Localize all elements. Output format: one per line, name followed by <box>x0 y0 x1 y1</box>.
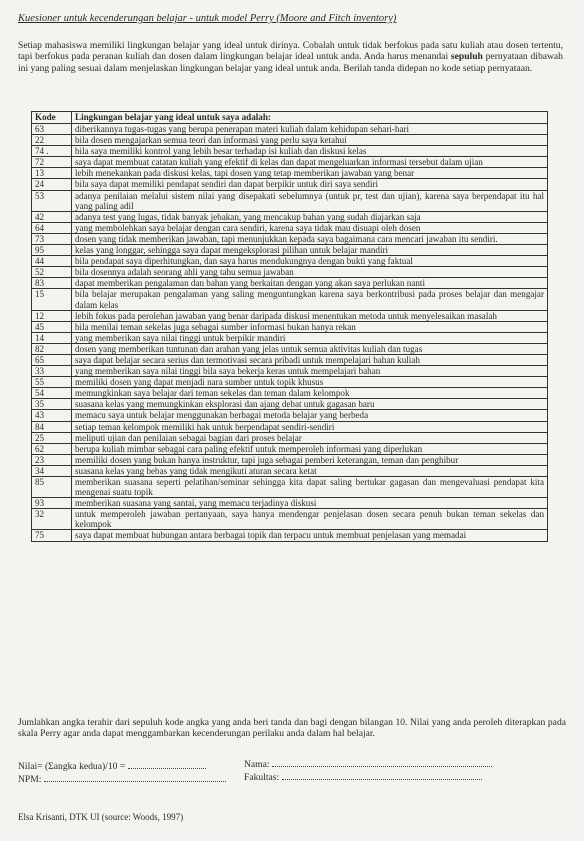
row-statement: dapat memberikan pengalaman dan bahan yang berkaitan dengan yang akan saya perlukan nanti <box>72 278 548 289</box>
row-code[interactable]: 65 <box>32 354 72 365</box>
row-code[interactable]: 93 <box>32 498 72 509</box>
nama-label: Nama: <box>244 759 270 770</box>
table-row <box>32 289 548 310</box>
nilai-label: Nilai= (Σangka kedua)/10 = <box>18 761 126 772</box>
intro-paragraph <box>18 40 563 74</box>
row-statement: kelas yang longgar, sehingga saya dapat mengeksplorasi pilihan untuk belajar mandiri <box>72 245 548 256</box>
table-row <box>32 124 548 135</box>
row-code[interactable]: 14 <box>32 332 72 343</box>
row-statement: setiap teman kelompok memiliki hak untuk berpendapat sendiri-sendiri <box>72 421 548 432</box>
table-row <box>32 399 548 410</box>
table-row <box>32 432 548 443</box>
row-code[interactable]: 75 <box>32 530 72 541</box>
row-statement: memberikan suasana yang santai, yang memacu terjadinya diskusi <box>72 498 548 509</box>
row-statement: bila saya dapat memiliki pendapat sendiri dan dapat berpikir untuk diri saya sendiri <box>72 179 548 190</box>
row-statement: suasana kelas yang memungkinkan eksplorasi dan ajang debat untuk gagasan baru <box>72 399 548 410</box>
table-body <box>32 124 548 542</box>
row-code[interactable]: 82 <box>32 343 72 354</box>
row-code[interactable]: 23 <box>32 454 72 465</box>
row-statement: memiliki dosen yang bukan hanya instruktur, tapi juga sebagai pemberi keterangan, teman dan penghibur <box>72 454 548 465</box>
row-code[interactable]: 32 <box>32 509 72 530</box>
instruction-paragraph: Jumlahkan angka terahir dari sepuluh kode angka yang anda beri tanda dan bagi dengan bilangan 10. Nilai yang anda peroleh diterapkan pada skala Perry agar anda dapat menggambarkan kecenderungan perilaku anda dalam hal belajar. <box>18 717 566 740</box>
table-row <box>32 354 548 365</box>
table-row <box>32 477 548 498</box>
row-statement: memberikan suasana seperti pelatihan/seminar sehingga kita dapat saling bertukar gagasan dan mengevaluasi pendapat kita mengenai suatu topik <box>72 477 548 498</box>
row-statement: yang memberikan saya nilai tinggi untuk berpikir mandiri <box>72 332 548 343</box>
row-code[interactable]: 74 . <box>32 146 72 157</box>
npm-label: NPM: <box>18 774 42 785</box>
table-row <box>32 321 548 332</box>
row-code[interactable]: 52 <box>32 267 72 278</box>
table-row <box>32 377 548 388</box>
table-row <box>32 509 548 530</box>
table-row <box>32 245 548 256</box>
row-code[interactable]: 64 <box>32 222 72 233</box>
table-row <box>32 135 548 146</box>
row-statement: yang membolehkan saya belajar dengan cara sendiri, karena saya tidak mau disuapi oleh dosen <box>72 222 548 233</box>
table-row <box>32 190 548 211</box>
row-code[interactable]: 24 <box>32 179 72 190</box>
row-code[interactable]: 95 <box>32 245 72 256</box>
table-row <box>32 343 548 354</box>
row-code[interactable]: 63 <box>32 124 72 135</box>
row-statement: bila dosennya adalah seorang ahli yang tahu semua jawaban <box>72 267 548 278</box>
header-code: Kode <box>32 112 72 124</box>
row-code[interactable]: 25 <box>32 432 72 443</box>
table-row <box>32 366 548 377</box>
row-statement: bila saya memiliki kontrol yang lebih besar terhadap isi kuliah dan diskusi kelas <box>72 146 548 157</box>
row-statement: bila menilai teman sekelas juga sebagai sumber informasi bukan hanya rekan <box>72 321 548 332</box>
row-statement: yang memberikan saya nilai tinggi bila saya bekerja keras untuk mempelajari bahan <box>72 366 548 377</box>
row-statement: berupa kuliah mimbar sebagai cara paling efektif untuk memperoleh informasi yang diperlukan <box>72 443 548 454</box>
row-statement: dosen yang tidak memberikan jawaban, tapi menunjukkan kepada saya bagaimana cara mencari jawaban itu sendiri. <box>72 233 548 244</box>
intro-text-part1: Setiap mahasiswa memiliki lingkungan belajar yang ideal untuk dirinya. Cobalah untuk tidak berfokus pada satu kuliah atau dosen tertentu, tapi berfokus pada peranan kuliah dan dosen dalam lingkungan belajar ideal untuk anda. Anda harus menandai <box>18 40 563 63</box>
table-row <box>32 278 548 289</box>
table-row <box>32 168 548 179</box>
source-credit: Elsa Krisanti, DTK UI (source: Woods, 1997) <box>18 812 184 822</box>
row-statement: bila pendapat saya diperhitungkan, dan saya harus mendukungnya dengan bukti yang faktual <box>72 256 548 267</box>
table-row <box>32 310 548 321</box>
row-code[interactable]: 12 <box>32 310 72 321</box>
row-code[interactable]: 72 <box>32 157 72 168</box>
header-statement: Lingkungan belajar yang ideal untuk saya adalah: <box>72 112 548 124</box>
row-statement: bila belajar merupakan pengalaman yang saling menguntungkan karena saya berkontribusi pada proses belajar dan mengajar dalam kelas <box>72 289 548 310</box>
table-row <box>32 498 548 509</box>
row-statement: meliputi ujian dan penilaian sebagai bagian dari proses belajar <box>72 432 548 443</box>
row-code[interactable]: 85 <box>32 477 72 498</box>
row-code[interactable]: 54 <box>32 388 72 399</box>
row-code[interactable]: 42 <box>32 211 72 222</box>
row-statement: lebih menekankan pada diskusi kelas, tapi dosen yang tetap memberikan jawaban yang benar <box>72 168 548 179</box>
fakultas-row <box>244 770 482 783</box>
row-statement: memiliki dosen yang dapat menjadi nara sumber untuk topik khusus <box>72 377 548 388</box>
table-row <box>32 157 548 168</box>
row-statement: memungkinkan saya belajar dari teman sekelas dan teman dalam kelompok <box>72 388 548 399</box>
intro-text-emphasis: sepuluh <box>450 51 483 63</box>
row-code[interactable]: 34 <box>32 465 72 476</box>
fakultas-label: Fakultas: <box>244 772 280 783</box>
table-header-row <box>32 112 548 124</box>
row-statement: untuk memperoleh jawaban pertanyaan, saya hanya mendengar penjelasan dosen secara penuh bukan teman sekelas dan kelompok <box>72 509 548 530</box>
nama-row <box>244 757 492 770</box>
row-code[interactable]: 43 <box>32 410 72 421</box>
row-statement: suasana kelas yang bebas yang tidak mengikuti aturan secara ketat <box>72 465 548 476</box>
table-row <box>32 530 548 541</box>
row-code[interactable]: 44 <box>32 256 72 267</box>
row-statement: adanya test yang lugas, tidak banyak jebakan, yang mencakup bahan yang sudah diajarkan saja <box>72 211 548 222</box>
table-row <box>32 211 548 222</box>
row-statement: bila dosen mengajarkan semua teori dan informasi yang perlu saya ketahui <box>72 135 548 146</box>
row-code[interactable]: 62 <box>32 443 72 454</box>
row-statement: lebih fokus pada perolehan jawaban yang benar daripada diskusi menentukan metoda untuk menyelesaikan masalah <box>72 310 548 321</box>
table-row <box>32 146 548 157</box>
nama-field[interactable] <box>272 757 492 767</box>
row-statement: diberikannya tugas-tugas yang berupa penerapan materi kuliah dalam kehidupan sehari-hari <box>72 124 548 135</box>
statement-table <box>31 111 548 542</box>
table-row <box>32 267 548 278</box>
row-code[interactable]: 73 <box>32 233 72 244</box>
row-code[interactable]: 13 <box>32 168 72 179</box>
table-row <box>32 388 548 399</box>
table-row <box>32 256 548 267</box>
row-code[interactable]: 45 <box>32 321 72 332</box>
row-code[interactable]: 83 <box>32 278 72 289</box>
row-statement: saya dapat belajar secara serius dan termotivasi secara pribadi untuk mempelajari bahan kuliah <box>72 354 548 365</box>
table-row <box>32 332 548 343</box>
table-row <box>32 179 548 190</box>
row-code[interactable]: 84 <box>32 421 72 432</box>
fakultas-field[interactable] <box>282 770 482 780</box>
row-statement: dosen yang memberikan tuntunan dan arahan yang jelas untuk semua aktivitas kuliah dan tugas <box>72 343 548 354</box>
table-row <box>32 222 548 233</box>
row-code[interactable]: 22 <box>32 135 72 146</box>
intro-text-part2: pernyataan dibawah ini yang paling sesuai dalam menjelaskan lingkungan belajar yang ideal untuk anda. Berilah tanda didepan no kode setiap pernyataan. <box>18 51 563 74</box>
row-statement: saya dapat membuat catatan kuliah yang efektif di kelas dan dapat mengeluarkan informasi tersebut dalam ujian <box>72 157 548 168</box>
row-code[interactable]: 55 <box>32 377 72 388</box>
row-code[interactable]: 15 <box>32 289 72 310</box>
table-row <box>32 454 548 465</box>
nilai-row <box>18 759 206 772</box>
npm-row <box>18 772 226 785</box>
row-statement: saya dapat membuat hubungan antara berbagai topik dan terpacu untuk membuat penjelasan yang memadai <box>72 530 548 541</box>
table-row <box>32 443 548 454</box>
document-title: Kuesioner untuk kecenderungan belajar - untuk model Perry (Moore and Fitch inventory) <box>18 13 397 24</box>
row-code[interactable]: 53 <box>32 190 72 211</box>
table-row <box>32 233 548 244</box>
nilai-field[interactable] <box>128 759 206 769</box>
row-code[interactable]: 33 <box>32 366 72 377</box>
row-code[interactable]: 35 <box>32 399 72 410</box>
row-statement: memacu saya untuk belajar menggunakan berbagai metoda belajar yang berbeda <box>72 410 548 421</box>
row-statement: adanya penilaian melalui sistem nilai yang disepakati sebelumnya (untuk pr, test dan ujian), karena saya berpendapat itu hal yang paling adil <box>72 190 548 211</box>
table-row <box>32 465 548 476</box>
npm-field[interactable] <box>44 772 226 782</box>
table-row <box>32 410 548 421</box>
table-row <box>32 421 548 432</box>
